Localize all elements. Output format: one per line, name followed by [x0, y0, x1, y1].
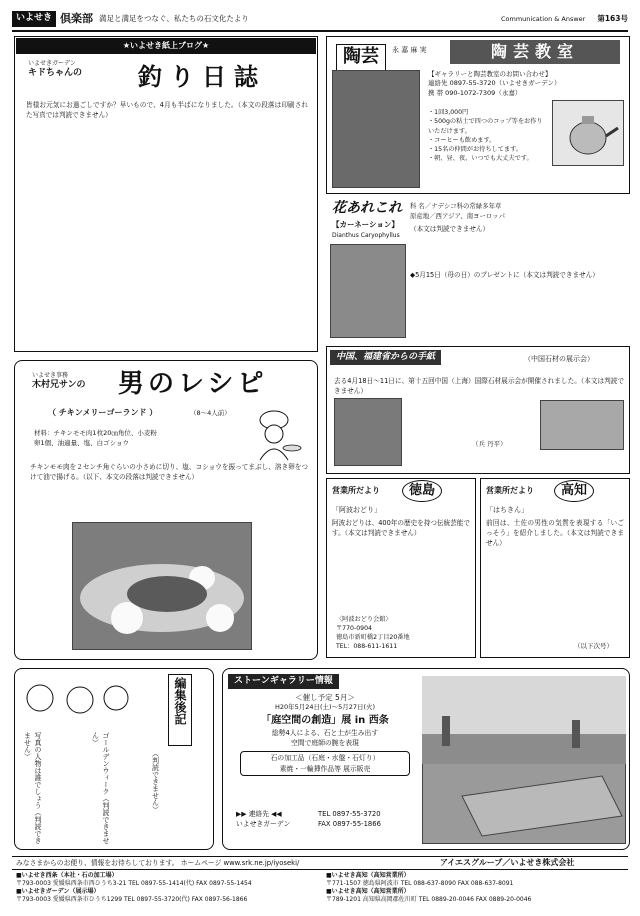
- recipe-photo-plate: [72, 522, 252, 650]
- gallery-contact-label: ▶▶ 連絡先 ◀◀: [236, 810, 282, 818]
- kochi-subtitle: 「はちきん」: [486, 506, 528, 514]
- pottery-bullets: [428, 108, 548, 164]
- office-address: 〒771-1507 徳島県阿波市 TEL 088-637-8090 FAX 088-637-8091: [326, 880, 514, 888]
- blog-byline: [28, 60, 82, 79]
- recipe-byline: [32, 372, 86, 391]
- pottery-bullet: ・15名の仲間がお待ちしてます。: [428, 146, 523, 154]
- office-name: ■いよせき高知（高知営業所）: [326, 872, 410, 879]
- gallery-title: ストーンギャラリー情報: [228, 674, 339, 689]
- flower-latin: Dianthus Caryophyllus: [332, 232, 400, 239]
- pottery-tel: 連絡先 0897-55-3720（いよせきガーデン）: [428, 79, 561, 88]
- afterword-faces: [20, 674, 130, 726]
- recipe-servings: （8～4人前）: [190, 409, 231, 417]
- gallery-desc2: 空間で庭師の腕を表現: [291, 739, 359, 748]
- flower-subtitle: 【カーネーション】: [332, 220, 399, 229]
- pottery-contact-title: 【ギャラリーと陶芸教室のお問い合わせ】: [428, 70, 552, 78]
- gallery-items1: 石の加工品（石庭・水盤・石灯り）: [270, 754, 380, 763]
- blog-author: キドちゃんの: [28, 67, 83, 78]
- issue-number: 第163号: [597, 14, 628, 24]
- china-photo-stone: [540, 400, 624, 450]
- flower-photo: [330, 244, 406, 338]
- blog-author-caption: いよせきガーデン: [28, 60, 76, 67]
- gallery-info: [230, 692, 420, 779]
- afterword-col1: 写真の人物は誰でしょう（判読できません）: [23, 732, 42, 844]
- gallery-dates: H20年5月24日(土)～5月27日(火): [274, 703, 376, 712]
- recipe-ingredients: 材料：チキンモモ肉1枚20㎝角位、小麦粉 卵1個、油適量、塩、白ゴショウ: [34, 429, 157, 448]
- tokushima-place: 徳島: [402, 480, 442, 502]
- blog-banner: ★いよせき紙上ブログ★: [16, 38, 316, 54]
- kochi-label: 営業所だより: [486, 486, 534, 495]
- office-name: ■いよせきガーデン（展示場）: [16, 888, 100, 896]
- tokushima-subtitle: 「阿波おどり」: [332, 506, 381, 514]
- gallery-schedule-label: ＜催し予定 5月＞: [295, 693, 355, 702]
- footer-rule: [12, 856, 628, 857]
- gallery-contact-fax: FAX 0897-55-1866: [318, 819, 381, 828]
- kochi-place: 高知: [554, 480, 594, 502]
- masthead-tagline: 満足と満足をつなぐ、私たちの石文化たより: [99, 14, 249, 24]
- gallery-contact-tel: TEL 0897-55-3720: [318, 810, 381, 818]
- flower-fact: 科 名／ナデシコ科の常緑多年草: [410, 202, 502, 210]
- china-subtitle: （中国石材の展示会）: [524, 355, 594, 363]
- footer-rule-2: [12, 869, 628, 870]
- china-body: 去る4月18日～11日に、第十五回中国（上海）国際石材展示会が開催されました。（本文は判読できません）: [334, 377, 624, 396]
- tokushima-address: [336, 616, 410, 652]
- office-info: [16, 872, 316, 904]
- office-name: ■いよせき高知（高知営業所）: [326, 888, 410, 896]
- tokushima-tel: TEL：088-611-1611: [336, 642, 398, 650]
- pottery-bullet: ・500gの粘土で四つのコップ等をお作りいただけます。: [428, 118, 543, 135]
- gallery-event: 「庭空間の創造」展 in 西条: [261, 715, 389, 726]
- chef-illustration: [246, 408, 302, 462]
- china-signoff: （兵 丹平）: [472, 440, 507, 448]
- pottery-bullet: ・1回3,000円: [428, 109, 469, 116]
- gallery-contact-numbers: [318, 810, 381, 830]
- afterword-title: 編集後記: [168, 674, 192, 746]
- china-photo-booth: [334, 398, 402, 466]
- kochi-body: 前回は、土佐の男性の気質を表現する「いごっそう」を紹介しました。（本文は判読できません）: [486, 519, 624, 548]
- pottery-contact: [428, 70, 560, 98]
- afterword-col2: ゴールデンウィーク（判読できません）: [91, 732, 110, 844]
- recipe-author: 木村兄サンの: [32, 379, 86, 390]
- china-title: 中国、福建省からの手紙: [330, 350, 441, 365]
- office-info: [326, 872, 630, 904]
- tokushima-addr: 徳島市新町橋2丁目20番地: [336, 633, 410, 641]
- pottery-sign: 陶芸教室: [450, 40, 620, 64]
- masthead-club: 倶楽部: [60, 12, 94, 26]
- tokushima-addr-title: 〈阿波おどり会館〉: [336, 616, 392, 623]
- recipe-dish: （ チキンメリーゴーランド ）: [48, 408, 158, 417]
- flower-text: [410, 202, 626, 312]
- afterword-col3: （判読できません）: [151, 750, 160, 813]
- masthead: [12, 8, 628, 32]
- tokushima-zip: 〒770-0904: [336, 624, 372, 632]
- pottery-mobile: 携 帯 090-1072-7309（永嘉）: [428, 88, 522, 97]
- teapot-illustration: [552, 100, 624, 166]
- flower-title: 花あれこれ: [332, 200, 402, 216]
- pottery-teacher: 永 嘉 麻 実: [392, 46, 427, 54]
- office-address: 〒789-1201 高知県高岡郡佐川町 TEL 0889-20-0046 FAX 0889-20-0046: [326, 896, 532, 904]
- gallery-contact: [236, 810, 290, 830]
- gallery-contact-name: いよせきガーデン: [236, 819, 291, 828]
- office-name: ■いよせき西条（本社・石の加工場）: [16, 872, 118, 879]
- office-address: 〒793-0003 愛媛県西条市ひうち1299 TEL 0897-55-3720(代) FAX 0897-56-1866: [16, 896, 248, 904]
- pottery-bullet: ・コーヒーも飲めます。: [428, 136, 496, 144]
- footer-message: みなさまからのお便り、情報をお待ちしております。 ホームページ www.srk.ne.jp/iyoseki/: [16, 859, 300, 867]
- pottery-title: 陶芸: [336, 44, 386, 71]
- tokushima-body: 阿波おどりは、400年の歴史を持つ伝統芸能です。（本文は判読できません）: [332, 519, 470, 538]
- masthead-comm: Communication & Answer: [500, 14, 586, 23]
- masthead-logo: いよせき: [12, 11, 56, 26]
- recipe-body: チキンモモ肉を２センチ角ぐらいの小さめに切り、塩、コショウを振ってまぶし、溶き卵をつけて油で揚げる。（以下、本文の段落は判読できません）: [30, 463, 308, 482]
- footer-company: アイエスグループ／いよせき株式会社: [440, 858, 575, 867]
- blog-body: 皆様お元気にお過ごしですか？早いもので、4月も半ばになりました。（本文の段落は印刷された写真では判読できません）: [26, 101, 308, 120]
- blog-title: 釣り日誌: [138, 62, 266, 91]
- pottery-photo-teacher: [332, 70, 420, 188]
- gallery-photo-scene: [422, 676, 626, 844]
- flower-body: （本文は判読できません）: [410, 224, 490, 233]
- office-address: 〒793-0003 愛媛県西条市西ひうち3-21 TEL 0897-55-1414(代) FAX 0897-55-1454: [16, 880, 252, 888]
- flower-fact: 原産地／西アジア、南ヨーロッパ: [410, 211, 505, 220]
- pottery-bullet: ・朝、昼、夜、いつでも大丈夫です。: [428, 155, 533, 163]
- kochi-next: （以下次号）: [574, 642, 613, 650]
- gallery-desc1: 総勢4人による、石と土が生み出す: [271, 729, 379, 737]
- recipe-title: 男のレシピ: [118, 369, 268, 399]
- flower-note: ◆5月15日（母の日）のプレゼントに（本文は判読できません）: [410, 270, 599, 279]
- gallery-items2: 素焼・一輪挿作品等 展示販売: [279, 764, 371, 773]
- recipe-author-caption: いよせき事務: [32, 372, 69, 379]
- tokushima-label: 営業所だより: [332, 486, 380, 495]
